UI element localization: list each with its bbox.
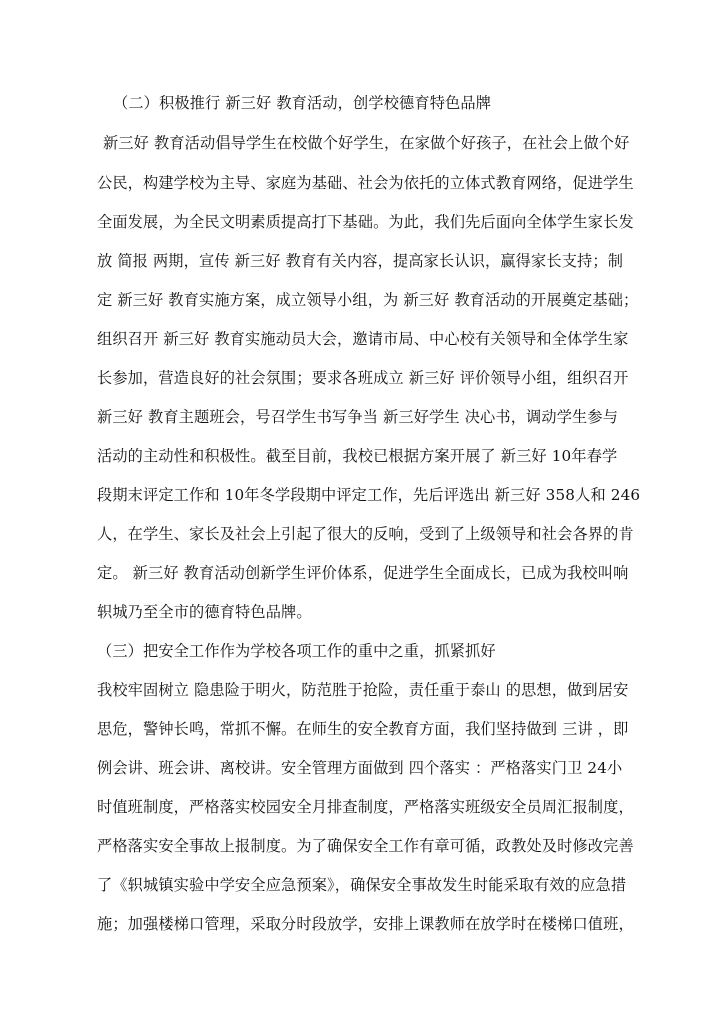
paragraph-line: 活动的主动性和积极性。截至目前，我校已根据方案开展了 新三好 10年春学 [97, 447, 618, 465]
paragraph-line: 施；加强楼梯口管理，采取分时段放学，安排上课教师在放学时在楼梯口值班， [97, 915, 634, 933]
paragraph-line: 组织召开 新三好 教育实施动员大会，邀请市局、中心校有关领导和全体学生家 [97, 330, 629, 348]
paragraph-line: 新三好 教育活动倡导学生在校做个好学生，在家做个好孩子，在社会上做个好 [103, 134, 630, 152]
paragraph-line: 全面发展，为全民文明素质提高打下基础。为此，我们先后面向全体学生家长发 [97, 213, 634, 231]
paragraph-line: 人，在学生、家长及社会上引起了很大的反响，受到了上级领导和社会各界的肯 [97, 525, 634, 543]
paragraph-line: 思危，警钟长鸣，常抓不懈。在师生的安全教育方面，我们坚持做到 三讲 ，即 [97, 720, 629, 738]
paragraph-line: 长参加，营造良好的社会氛围；要求各班成立 新三好 评价领导小组，组织召开 [97, 369, 629, 387]
paragraph-line: 例会讲、班会讲、离校讲。安全管理方面做到 四个落实 ：严格落实门卫 24小 [97, 759, 623, 777]
paragraph-line: 轵城乃至全市的德育特色品牌。 [97, 603, 312, 621]
paragraph-line: 放 简报 两期，宣传 新三好 教育有关内容，提高家长认识，赢得家长支持；制 [97, 252, 624, 270]
section3-heading: （三）把安全工作作为学校各项工作的重中之重，抓紧抓好 [97, 642, 496, 660]
section2-heading: （二）积极推行 新三好 教育活动，创学校德育特色品牌 [113, 94, 492, 112]
paragraph-line: 严格落实安全事故上报制度。为了确保安全工作有章可循，政教处及时修改完善 [97, 837, 634, 855]
paragraph-line: 段期末评定工作和 10年冬学段期中评定工作，先后评选出 新三好 358人和 246 [97, 486, 641, 504]
paragraph-line: 定。 新三好 教育活动创新学生评价体系，促进学生全面成长，已成为我校叫响 [97, 564, 629, 582]
paragraph-line: 了《轵城镇实验中学安全应急预案》，确保安全事故发生时能采取有效的应急措 [97, 876, 627, 894]
paragraph-line: 公民，构建学校为主导、家庭为基础、社会为依托的立体式教育网络，促进学生 [97, 174, 634, 192]
paragraph-line: 定 新三好 教育实施方案，成立领导小组，为 新三好 教育活动的开展奠定基础； [97, 291, 639, 309]
paragraph-line: 我校牢固树立 隐患险于明火，防范胜于抢险，责任重于泰山 的思想，做到居安 [97, 681, 629, 699]
paragraph-line: 时值班制度，严格落实校园安全月排查制度，严格落实班级安全员周汇报制度， [97, 798, 634, 816]
paragraph-line: 新三好 教育主题班会，号召学生书写争当 新三好学生 决心书，调动学生参与 [97, 408, 619, 426]
